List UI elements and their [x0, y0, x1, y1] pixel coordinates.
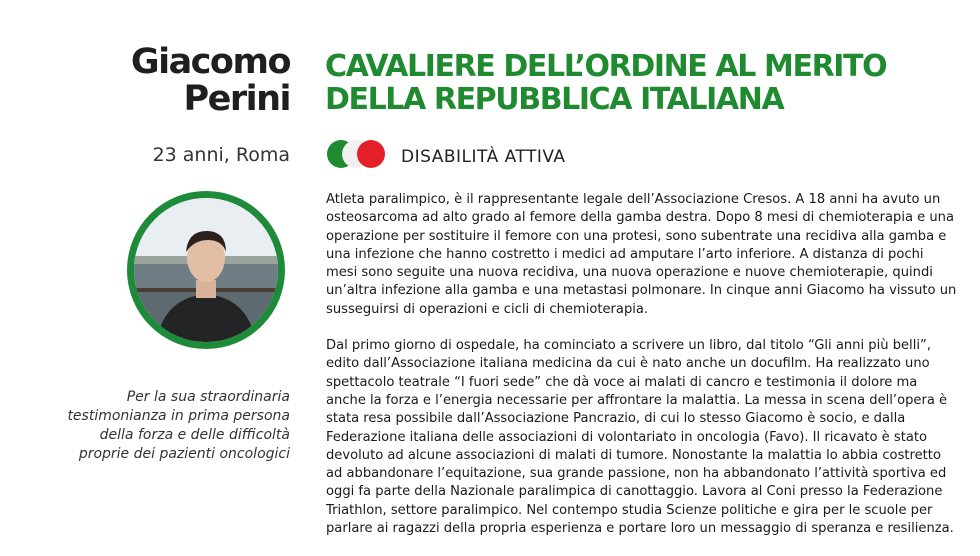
category-label: DISABILITÀ ATTIVA — [401, 147, 566, 167]
portrait-photo — [127, 191, 285, 349]
first-name: Giacomo — [130, 42, 290, 82]
motivation-quote: Per la sua straordinaria testimonianza in prima persona della forza e delle difficoltà proprie dei pazienti oncologici — [67, 389, 290, 462]
honor-title-line1: CAVALIERE DELL’ORDINE AL MERITO — [325, 49, 887, 84]
biography — [326, 191, 958, 556]
tricolor-circles-icon — [326, 139, 386, 169]
bio-paragraph-1: Atleta paralimpico, è il rappresentante legale dell’Associazione Cresos. A 18 anni ha avuto un osteosarcoma ad alto grado al femore della gamba destra. Dopo 8 mesi di chemioterapia e una operazione per sostituire il femore con una protesi, sono subentrate una recidiva alla gamba e una infezione che hanno costretto i medici ad amputare l’arto inferiore. A distanza di pochi mesi sono seguite una nuova recidiva, una nuova operazione e nuove chemioterapie, quindi un’altra infezione alla gamba e una metastasi polmonare. In cinque anni Giacomo ha vissuto un susseguirsi di operazioni e cicli di chemioterapia. — [326, 192, 957, 317]
bio-paragraph-2: Dal primo giorno di ospedale, ha cominciato a scrivere un libro, dal titolo “Gli anni più belli”, edito dall’Associazione italiana medicina da cui è nato anche un docufilm. Ha realizzato uno spettacolo teatrale “I fuori sede” che dà voce ai malati di cancro e testimonia il dolore ma anche la forza e l’energia necessarie per affrontare la malattia. La messa in scena dell’opera è stata resa possibile dall’Associazione Pancrazio, di cui lo stesso Giacomo è socio, e dalla Federazione italiana delle associazioni di volontariato in oncologia (Favo). Il ricavato è stato devoluto ad alcune associazioni di malati di tumore. Nonostante la malattia lo abbia costretto ad abbandonare l’equitazione, sua grande passione, non ha abbandonato l’attività sportiva ed oggi fa parte della Nazionale paralimpica di canottaggio. Lavora al Coni presso la Federazione Triathlon, settore paralimpico. Nel contempo studia Scienze politiche e gira per le scuole per parlare ai ragazzi della propria esperienza e portare loro un messaggio di speranza e resilienza. — [326, 338, 954, 537]
honor-title — [325, 50, 886, 116]
last-name: Perini — [183, 79, 290, 119]
age-city: 23 anni, Roma — [152, 144, 290, 166]
honor-title-line2: DELLA REPUBBLICA ITALIANA — [325, 82, 784, 117]
person-name — [131, 44, 290, 118]
